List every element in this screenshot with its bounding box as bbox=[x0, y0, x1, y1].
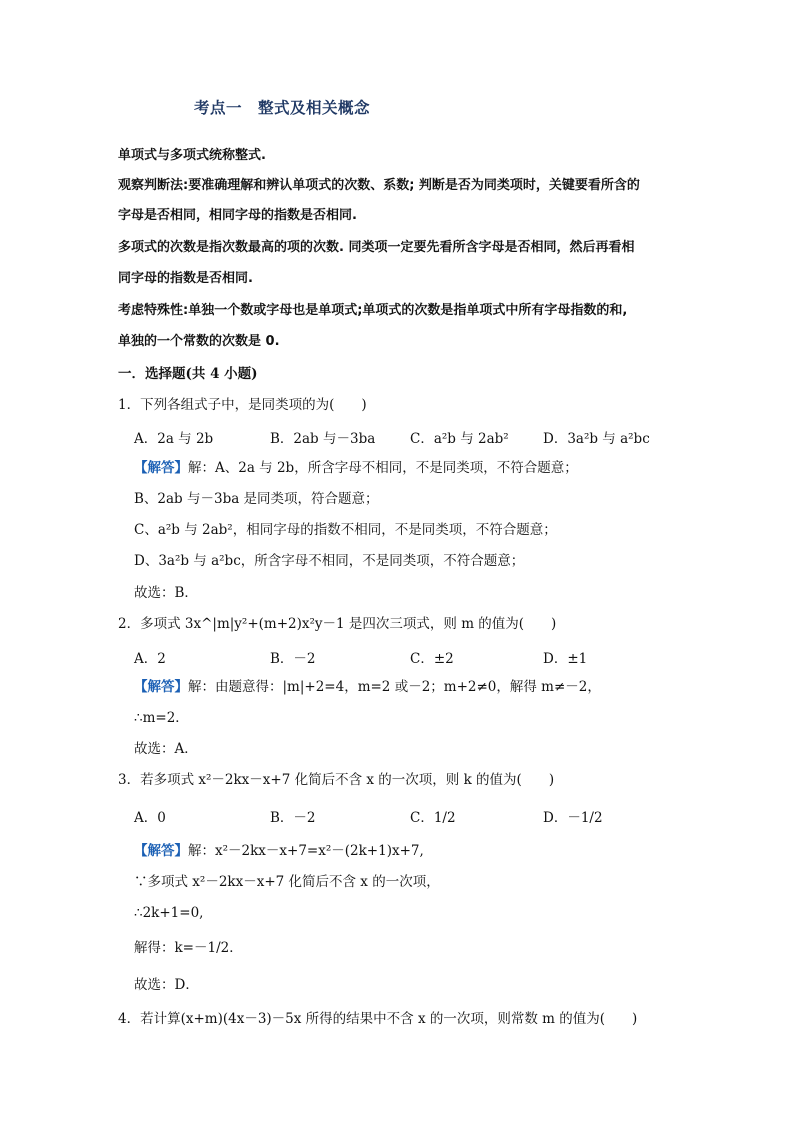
q2-option-c: C．±2 bbox=[410, 651, 454, 667]
q2-option-b: B．－2 bbox=[270, 651, 316, 667]
q3-solution-line-2: ∵多项式 x²－2kx－x+7 化简后不含 x 的一次项， bbox=[134, 874, 440, 890]
question-1-stem: 1．下列各组式子中，是同类项的为( ) bbox=[118, 397, 367, 413]
q1-option-d: D．3a²b 与 a²bc bbox=[543, 431, 650, 447]
q3-option-b: B．－2 bbox=[270, 810, 316, 826]
q3-solution-text-1: 解：x²－2kx－x+7=x²－(2k+1)x+7, bbox=[188, 843, 424, 859]
q3-solution-line-1 bbox=[134, 842, 714, 860]
section-heading: 一．选择题(共 4 小题) bbox=[118, 366, 258, 382]
q1-option-b: B．2ab 与－3ba bbox=[270, 431, 376, 447]
intro-line-7: 单独的一个常数的次数是 0. bbox=[118, 334, 280, 349]
q1-option-c: C．a²b 与 2ab² bbox=[410, 431, 509, 447]
q1-solution-line-2: B、2ab 与－3ba 是同类项，符合题意； bbox=[134, 491, 379, 507]
intro-line-2: 观察判断法:要准确理解和辨认单项式的次数、系数; 判断是否为同类项时，关键要看所含的 bbox=[118, 178, 640, 193]
q3-option-d: D．－1/2 bbox=[543, 810, 603, 826]
question-3-stem: 3．若多项式 x²－2kx－x+7 化简后不含 x 的一次项，则 k 的值为( ) bbox=[118, 772, 555, 788]
q3-choice: 故选：D． bbox=[134, 977, 199, 993]
page-title: 考点一 整式及相关概念 bbox=[194, 99, 371, 117]
answer-label: 【解答】 bbox=[134, 460, 188, 476]
q2-solution-text-1: 解：由题意得：|m|+2=4，m=2 或－2；m+2≠0，解得 m≠－2， bbox=[188, 679, 601, 695]
q3-option-c: C．1/2 bbox=[410, 810, 456, 826]
q1-option-a: A．2a 与 2b bbox=[134, 431, 214, 447]
q1-solution-line-1 bbox=[134, 459, 714, 477]
q1-choice: 故选：B． bbox=[134, 585, 198, 601]
intro-line-3: 字母是否相同，相同字母的指数是否相同. bbox=[118, 208, 357, 223]
intro-line-1: 单项式与多项式统称整式. bbox=[118, 148, 266, 163]
question-4-stem: 4．若计算(x+m)(4x－3)－5x 所得的结果中不含 x 的一次项，则常数 m 的值为( ) bbox=[118, 1011, 638, 1027]
question-2-stem: 2．多项式 3x^|m|y²+(m+2)x²y－1 是四次三项式，则 m 的值为( ) bbox=[118, 616, 557, 632]
intro-line-5: 同字母的指数是否相同. bbox=[118, 271, 253, 286]
q2-choice: 故选：A． bbox=[134, 741, 198, 757]
q1-solution-line-3: C、a²b 与 2ab²，相同字母的指数不相同，不是同类项，不符合题意； bbox=[134, 522, 557, 538]
q3-solution-line-4: 解得：k=－1/2． bbox=[134, 940, 243, 956]
q2-option-d: D．±1 bbox=[543, 651, 588, 667]
answer-label: 【解答】 bbox=[134, 679, 188, 695]
q1-solution-text-1: 解：A、2a 与 2b，所含字母不相同，不是同类项，不符合题意； bbox=[188, 460, 578, 476]
intro-line-4: 多项式的次数是指次数最高的项的次数. 同类项一定要先看所含字母是否相同，然后再看相 bbox=[118, 240, 635, 255]
q3-solution-line-3: ∴2k+1=0, bbox=[134, 905, 204, 921]
q2-option-a: A．2 bbox=[134, 651, 166, 667]
q2-solution-line-2: ∴m=2． bbox=[134, 710, 189, 726]
intro-line-6: 考虑特殊性:单独一个数或字母也是单项式;单项式的次数是指单项式中所有字母指数的和, bbox=[118, 303, 628, 318]
q3-option-a: A．0 bbox=[134, 810, 166, 826]
q2-solution-line-1 bbox=[134, 678, 714, 696]
answer-label: 【解答】 bbox=[134, 843, 188, 859]
q1-solution-line-4: D、3a²b 与 a²bc，所含字母不相同，不是同类项，不符合题意； bbox=[134, 553, 525, 569]
